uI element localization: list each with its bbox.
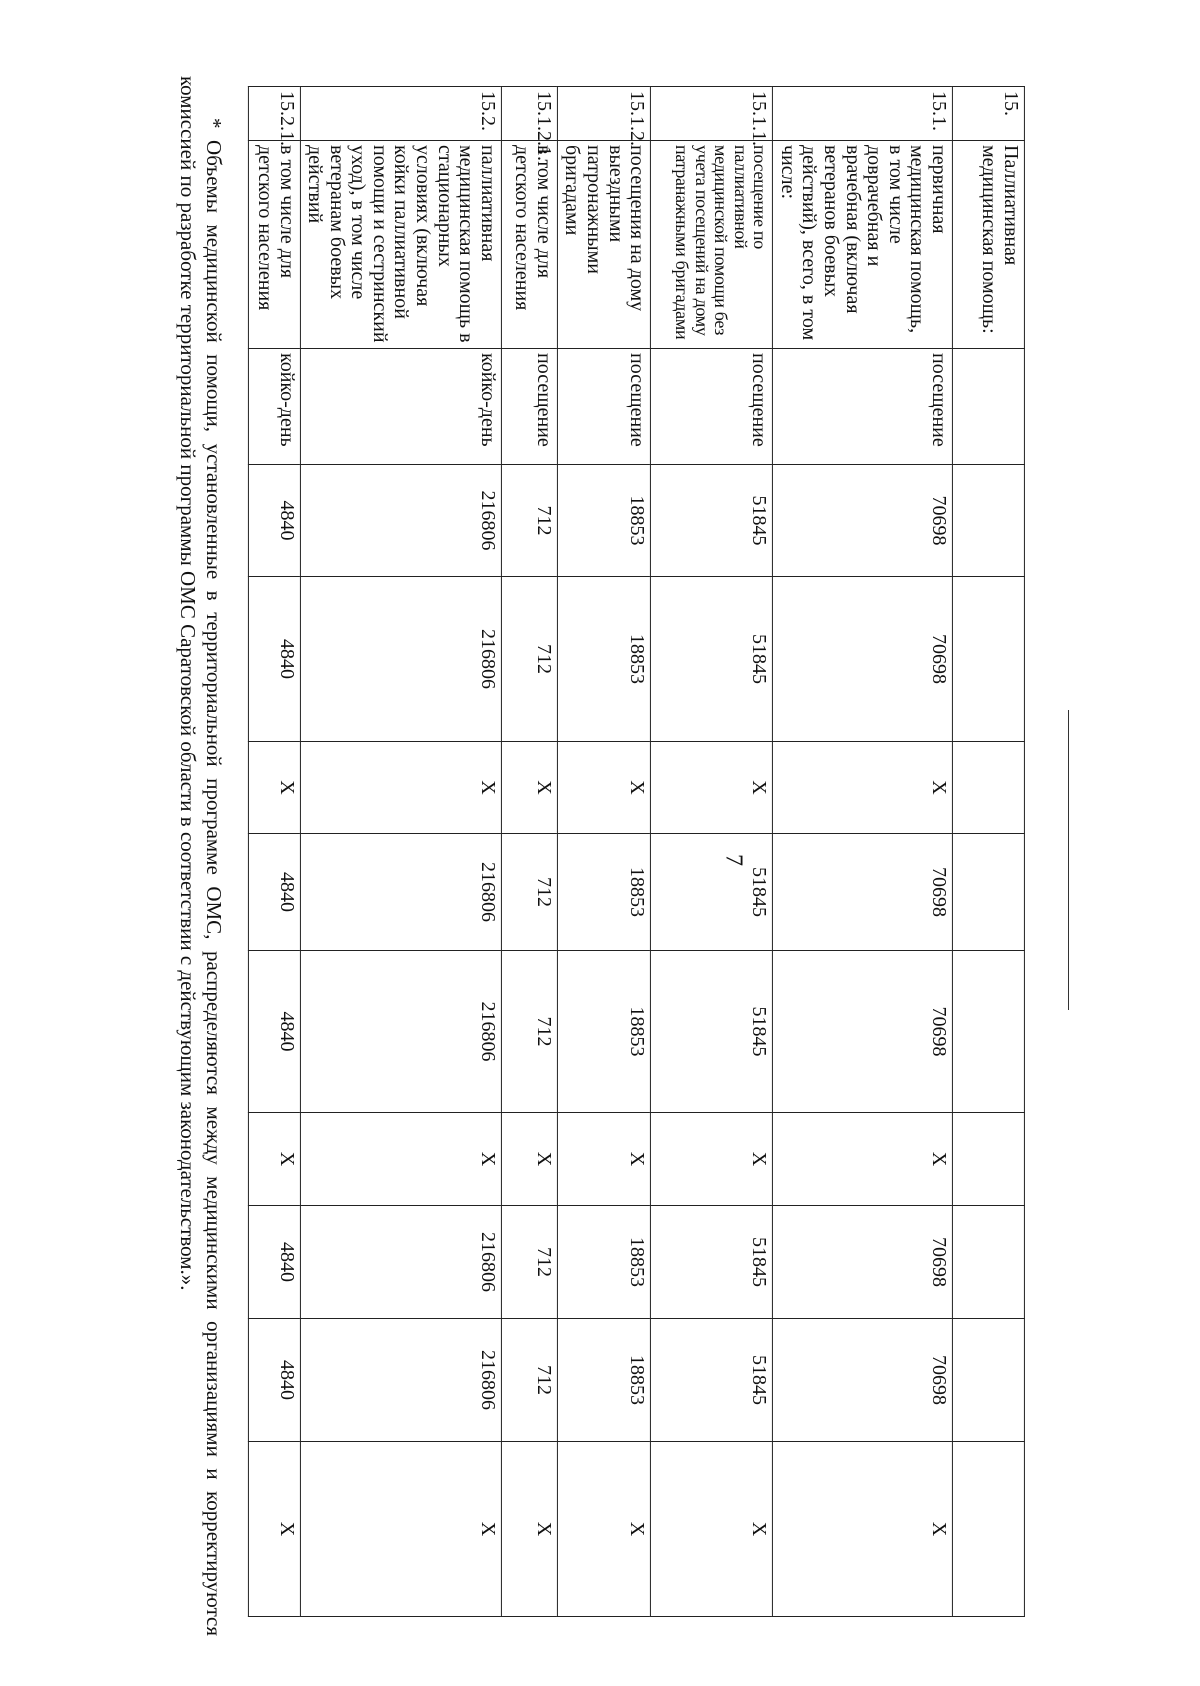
row-value-cell: 216806 (300, 1206, 501, 1319)
row-value-cell: X (248, 742, 300, 834)
row-unit-cell: посещение (651, 349, 773, 465)
row-value-cell: 4840 (248, 577, 300, 742)
table-row (501, 87, 557, 1617)
row-value-cell: 4840 (248, 834, 300, 951)
row-unit-cell (952, 349, 1024, 465)
row-description-cell: в том числе для детского населения (248, 141, 300, 349)
row-value-cell: X (248, 1442, 300, 1617)
row-value-cell: X (773, 1113, 953, 1206)
row-description-cell: посещения на дому выездными патронажными бригадами (557, 141, 650, 349)
row-value-cell (952, 465, 1024, 577)
row-value-cell: 4840 (248, 1319, 300, 1442)
row-value-cell: 712 (501, 1206, 557, 1319)
row-value-cell (952, 1113, 1024, 1206)
row-value-cell: X (501, 742, 557, 834)
row-description-cell: паллиативная медицинская помощь в стационарных условиях (включая койки паллиативной помощи и сестринский уход), в том числе ветеранам боевых действий (300, 141, 501, 349)
row-unit-cell: посещение (501, 349, 557, 465)
row-value-cell: 70698 (773, 1206, 953, 1319)
row-value-cell: 216806 (300, 834, 501, 951)
row-number-cell: 15. (952, 87, 1024, 141)
row-value-cell (952, 1319, 1024, 1442)
row-description-cell: первичная медицинская помощь, в том числе доврачебная и врачебная (включая ветеранов боевых действий), всего, в том числе: (773, 141, 953, 349)
volumes-table (247, 86, 1024, 1617)
page-number: 7 (720, 854, 747, 866)
row-unit-cell: посещение (773, 349, 953, 465)
row-value-cell: X (557, 1442, 650, 1617)
row-value-cell: 18853 (557, 1319, 650, 1442)
row-value-cell: 216806 (300, 951, 501, 1113)
footnote: * Объемы медицинской помощи, установленные в территориальной программе ОМС, распределяются между медицинскими организациями и корректируются комиссией по разработке территориальной программы ОМС Саратовской области в соответствии с действующим законодательством.». (176, 76, 226, 1636)
row-number-cell: 15.2. (300, 87, 501, 141)
row-number-cell: 15.1.2. (557, 87, 650, 141)
row-value-cell (952, 834, 1024, 951)
row-value-cell (952, 951, 1024, 1113)
row-value-cell: 51845 (651, 577, 773, 742)
row-value-cell: 51845 (651, 465, 773, 577)
row-value-cell: 51845 (651, 834, 773, 951)
row-value-cell: 712 (501, 465, 557, 577)
row-value-cell: X (651, 742, 773, 834)
row-value-cell: X (300, 1442, 501, 1617)
row-description-cell: в том числе для детского населения (501, 141, 557, 349)
row-value-cell: 4840 (248, 951, 300, 1113)
row-value-cell: 216806 (300, 1319, 501, 1442)
row-value-cell: 51845 (651, 1206, 773, 1319)
table-row (557, 87, 650, 1617)
row-value-cell (952, 1206, 1024, 1319)
row-number-cell: 15.1. (773, 87, 953, 141)
row-value-cell: X (248, 1113, 300, 1206)
row-description-cell: посещение по паллиативной медицинской помощи без учета посещений на дому патранажными бригадами (651, 141, 773, 349)
row-value-cell: 712 (501, 834, 557, 951)
row-value-cell: 51845 (651, 951, 773, 1113)
row-value-cell: 712 (501, 577, 557, 742)
row-value-cell: 18853 (557, 834, 650, 951)
row-unit-cell: койко-день (248, 349, 300, 465)
row-value-cell: 216806 (300, 577, 501, 742)
row-value-cell: 4840 (248, 1206, 300, 1319)
row-value-cell (952, 1442, 1024, 1617)
table-row (651, 87, 773, 1617)
row-value-cell: 18853 (557, 1206, 650, 1319)
row-value-cell: X (300, 742, 501, 834)
row-value-cell: 712 (501, 951, 557, 1113)
row-value-cell: 18853 (557, 577, 650, 742)
table-row (773, 87, 953, 1617)
row-value-cell: 70698 (773, 951, 953, 1113)
row-value-cell: X (300, 1113, 501, 1206)
row-value-cell: 18853 (557, 951, 650, 1113)
separator-rule (1068, 710, 1069, 1010)
row-value-cell: X (773, 742, 953, 834)
row-value-cell: X (557, 742, 650, 834)
table-row (952, 87, 1024, 1617)
row-number-cell: 15.1.1. (651, 87, 773, 141)
row-value-cell: X (501, 1113, 557, 1206)
row-value-cell (952, 577, 1024, 742)
table-row (248, 87, 300, 1617)
row-description-cell: Паллиативная медицинская помощь: (952, 141, 1024, 349)
row-value-cell: 70698 (773, 577, 953, 742)
rotated-page-content (175, 48, 1025, 1638)
row-value-cell: 4840 (248, 465, 300, 577)
row-value-cell: 51845 (651, 1319, 773, 1442)
row-value-cell: 18853 (557, 465, 650, 577)
table-body (248, 87, 1024, 1617)
row-value-cell (952, 742, 1024, 834)
row-value-cell: 70698 (773, 1319, 953, 1442)
row-value-cell: X (651, 1442, 773, 1617)
row-value-cell: X (773, 1442, 953, 1617)
row-number-cell: 15.1.2.1. (501, 87, 557, 141)
row-value-cell: X (651, 1113, 773, 1206)
row-value-cell: 70698 (773, 834, 953, 951)
table-row (300, 87, 501, 1617)
row-unit-cell: посещение (557, 349, 650, 465)
row-value-cell: X (501, 1442, 557, 1617)
row-value-cell: 70698 (773, 465, 953, 577)
row-value-cell: X (557, 1113, 650, 1206)
row-value-cell: 216806 (300, 465, 501, 577)
row-number-cell: 15.2.1. (248, 87, 300, 141)
row-value-cell: 712 (501, 1319, 557, 1442)
row-unit-cell: койко-день (300, 349, 501, 465)
